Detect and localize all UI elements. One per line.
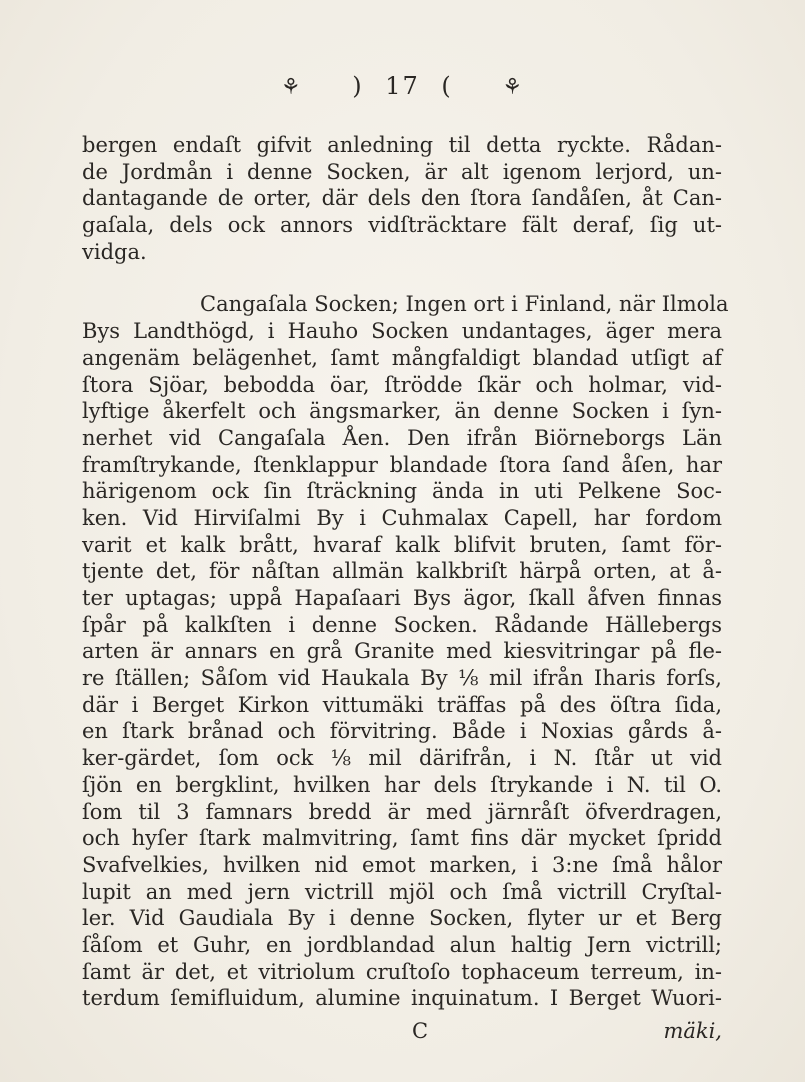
text-line: framſtrykande, ſtenklappur blandade ſtora ſand åſen, har (82, 452, 722, 477)
text-line: ſåſom et Guhr, en jordblandad alun haltig Jern victrill; (82, 932, 722, 957)
header-paren-right: ( (441, 72, 453, 100)
text-line: en ſtark brånad och förvitring. Både i Noxias gårds å- (82, 719, 722, 744)
text-line: vidga. (82, 239, 147, 264)
page-number: 17 (385, 72, 420, 100)
text-line: lyftige åkerfelt och ängsmarker, än denne Socken i ſyn- (82, 399, 722, 424)
text-line: och hyſer ſtark malmvitring, ſamt fins där mycket ſpridd (82, 826, 722, 851)
text-line: ſpår på kalkſten i denne Socken. Rådande Hällebergs (82, 612, 722, 637)
page-header (0, 72, 805, 100)
text-line: ter uptagas; uppå Hapaſaari Bys ägor, ſkall åfven finnas (82, 586, 722, 610)
text-line: ker-gärdet, ſom ock ⅛ mil därifrån, i N. ſtår ut vid (82, 746, 722, 771)
header-paren-left: ) (352, 72, 364, 100)
text-line: ſamt är det, et vitriolum cruſtoſo tophaceum terreum, in- (82, 959, 722, 984)
text-line: bergen endaſt gifvit anledning til detta ryckte. Rådan- (82, 133, 722, 157)
text-line: terdum ſemifluidum, alumine inquinatum. I Berget Wuori- (82, 986, 722, 1011)
text-line: re ſtällen; Såſom vid Haukala By ⅛ mil ifrån Iharis forſs, (82, 666, 722, 691)
text-line: gaſala, dels ock annors vidſträcktare fält deraf, ſig ut- (82, 213, 722, 238)
text-line: härigenom ock ſin ſträckning ända in uti Pelkene Soc- (82, 479, 722, 504)
text-line: Bys Landthögd, i Hauho Socken undantages, äger mera (82, 319, 722, 344)
page-footer (82, 1019, 722, 1049)
ornament-left-icon: ⚘ (280, 75, 303, 100)
body-text (82, 132, 729, 1012)
text-line: angenäm belägenhet, ſamt mångfaldigt blandad utſigt af (82, 345, 722, 370)
text-line: de Jordmån i denne Socken, är alt igenom lerjord, un- (82, 159, 722, 184)
text-line: tjente det, för nåſtan allmän kalkbriſt härpå orten, at å- (82, 559, 722, 584)
signature-mark: C (412, 1019, 429, 1043)
text-line: varit et kalk brått, hvaraf kalk blifvit bruten, ſamt för- (82, 532, 722, 557)
text-line: lupit an med jern victrill mjöl och ſmå victrill Cryſtal- (82, 879, 722, 904)
text-line: Svafvelkies, hvilken nid emot marken, i 3:ne ſmå hålor (82, 852, 722, 877)
text-line: ſom til 3 famnars bredd är med järnråſt öfverdragen, (82, 799, 722, 824)
text-line: arten är annars en grå Granite med kiesvitringar på fle- (82, 639, 722, 664)
text-line: ken. Vid Hirviſalmi By i Cuhmalax Capell, har fordom (82, 505, 722, 530)
text-line: ſtora Sjöar, bebodda öar, ſtrödde ſkär och holmar, vid- (82, 372, 722, 397)
text-line: där i Berget Kirkon vittumäki träffas på des öſtra ſida, (82, 692, 722, 717)
catchword: mäki, (663, 1019, 722, 1043)
text-line: ſjön en bergklint, hvilken har dels ſtrykande i N. til O. (82, 772, 722, 797)
text-line: dantagande de orter, där dels den ſtora ſandåſen, åt Can- (82, 186, 722, 211)
text-line: Cangaſala Socken; Ingen ort i Finland, när Ilmola (200, 292, 729, 317)
text-line: nerhet vid Cangaſala Åen. Den ifrån Biörneborgs Län (82, 425, 722, 450)
ornament-right-icon: ⚘ (502, 75, 525, 100)
text-line: ler. Vid Gaudiala By i denne Socken, flyter ur et Berg (82, 906, 722, 931)
